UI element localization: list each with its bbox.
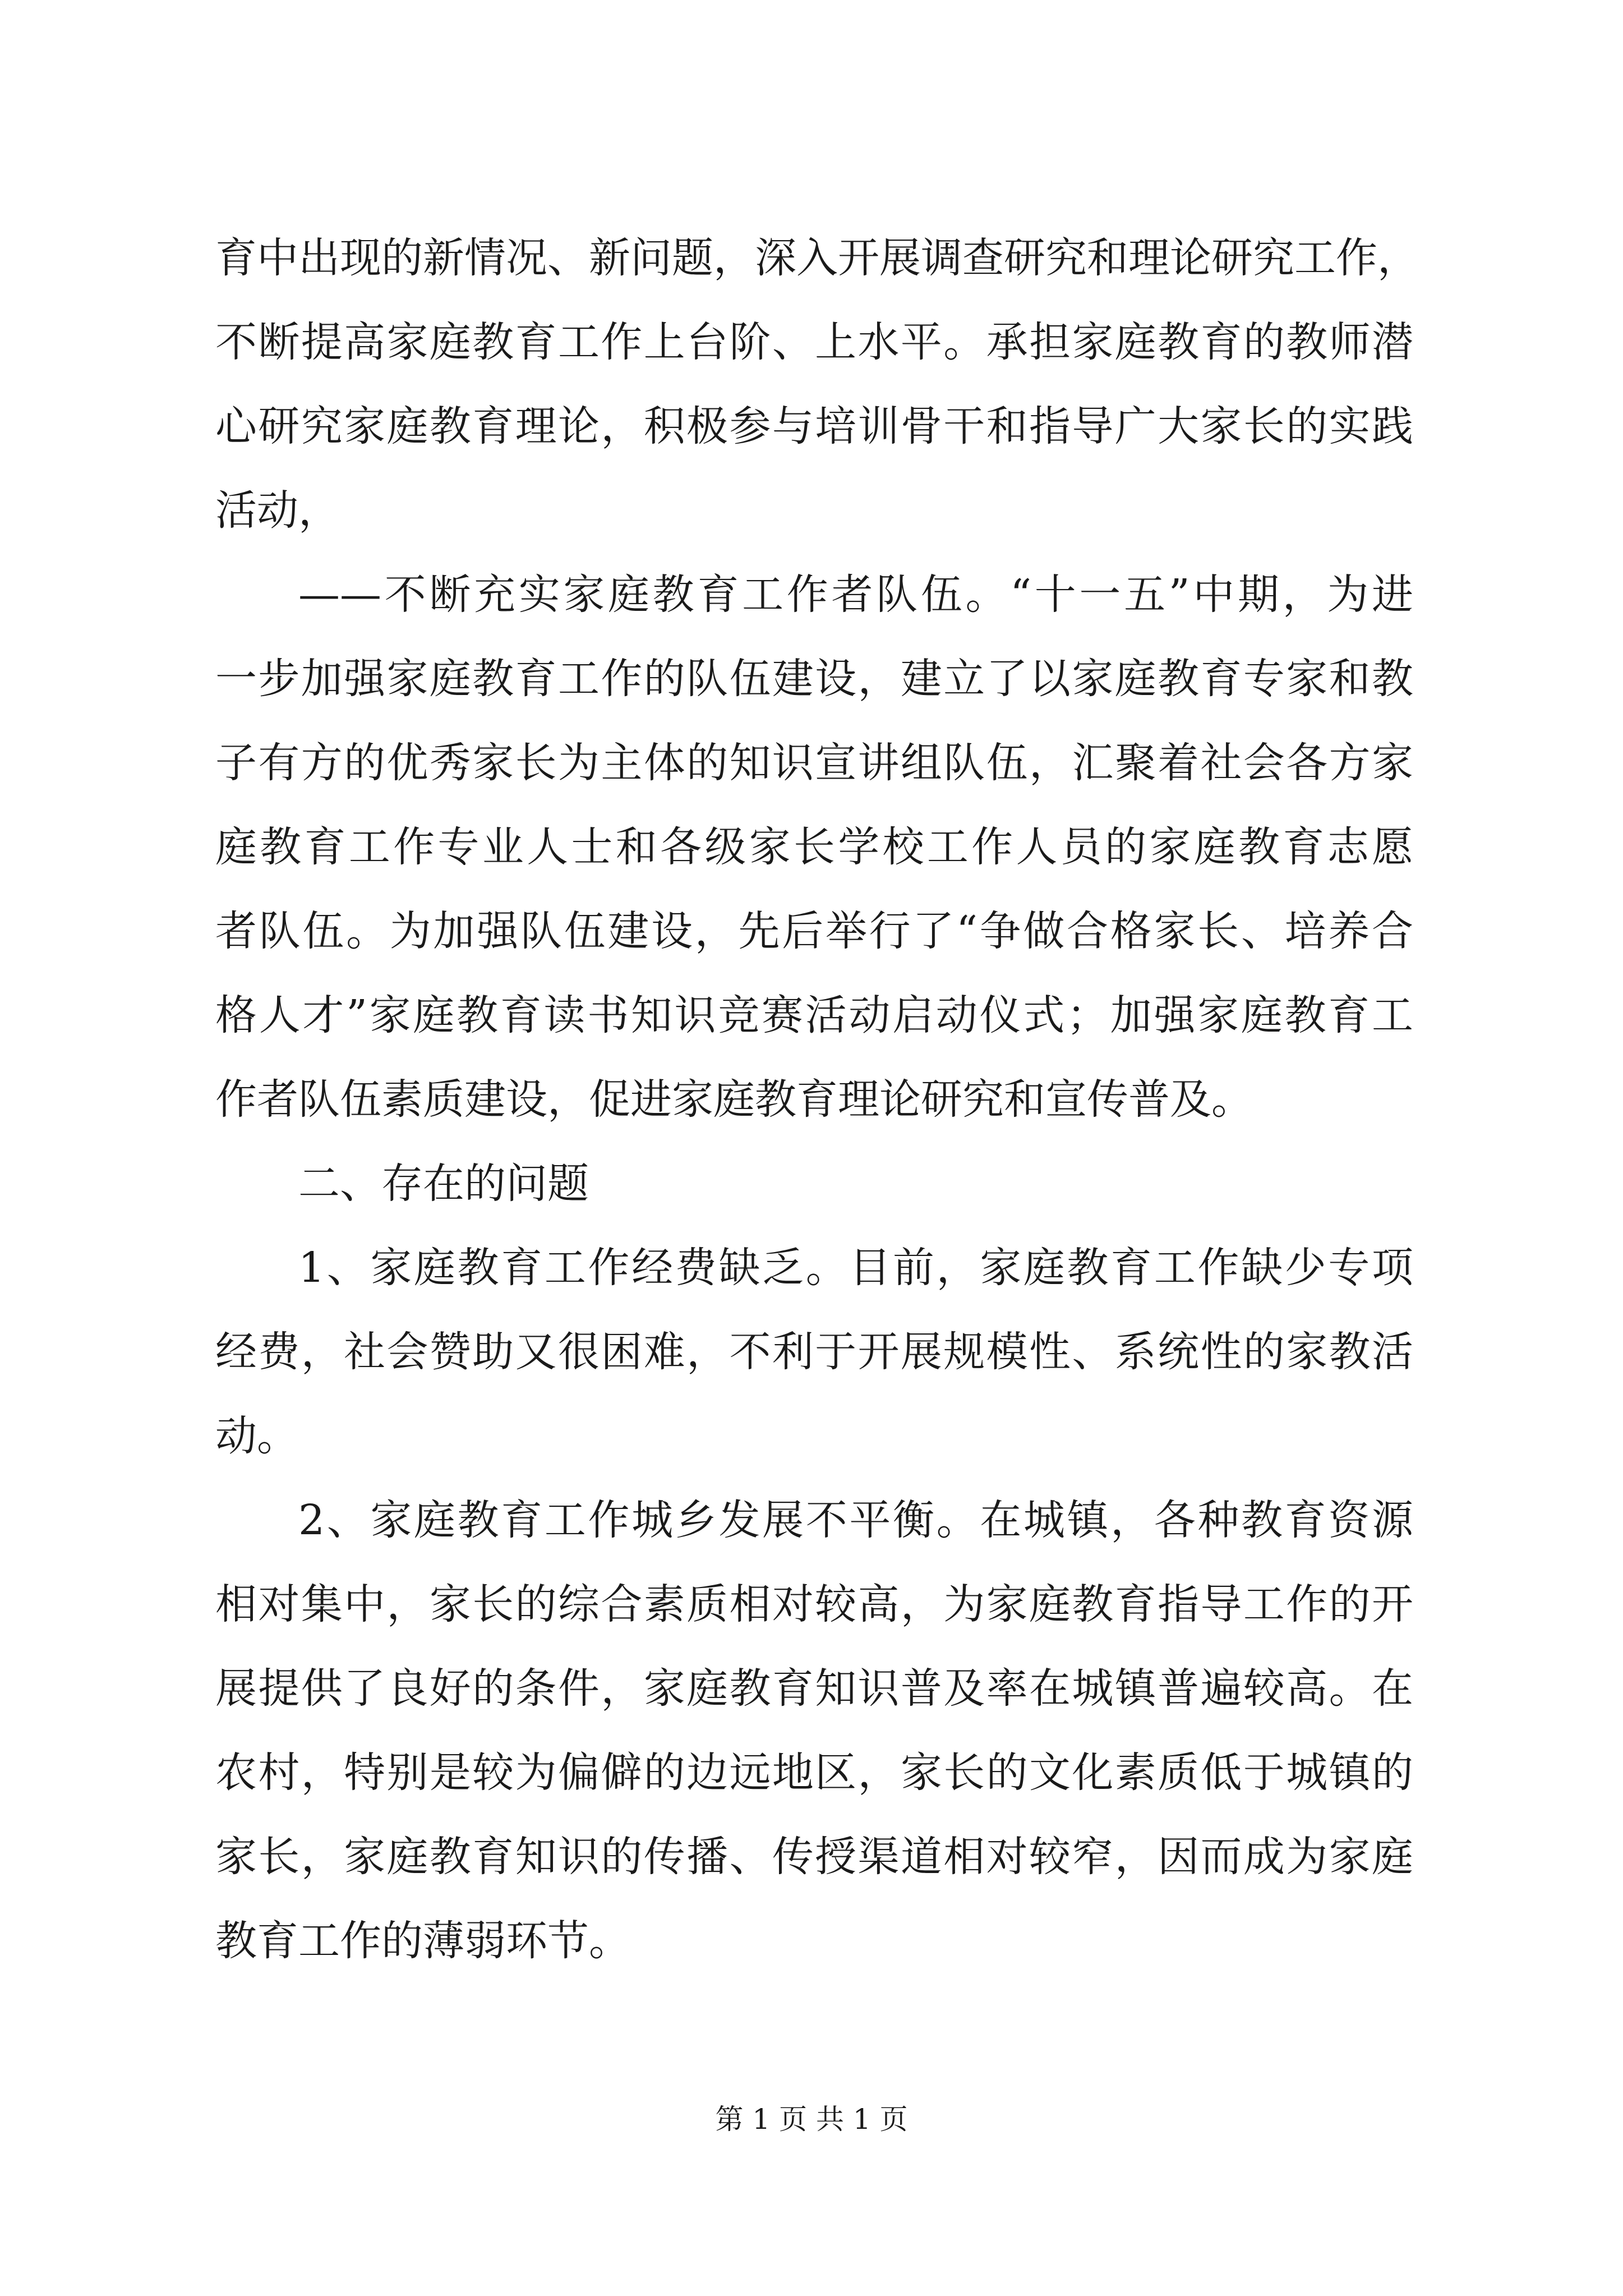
text-line: 教育工作的薄弱环节。 bbox=[215, 1917, 630, 1965]
text-line: 一步加强家庭教育工作的队伍建设，建立了以家庭教育专家和教 bbox=[215, 655, 1413, 703]
text-line: 活动， bbox=[215, 486, 340, 535]
text-line: 子有方的优秀家长为主体的知识宣讲组队伍，汇聚着社会各方家 bbox=[215, 739, 1413, 787]
page-number-footer: 第 1 页 共 1 页 bbox=[715, 2103, 908, 2136]
text-line: 者队伍。为加强队伍建设，先后举行了“争做合格家长、培养合 bbox=[215, 907, 1413, 955]
text-line: 育中出现的新情况、新问题，深入开展调查研究和理论研究工作， bbox=[215, 234, 1419, 282]
text-line: 展提供了良好的条件，家庭教育知识普及率在城镇普遍较高。在 bbox=[215, 1664, 1413, 1713]
document-body bbox=[215, 216, 1419, 1983]
section-heading: 二、存在的问题 bbox=[298, 1159, 589, 1208]
text-line: 1、家庭教育工作经费缺乏。目前，家庭教育工作缺少专项 bbox=[298, 1244, 1413, 1292]
text-line: 庭教育工作专业人士和各级家长学校工作人员的家庭教育志愿 bbox=[215, 823, 1413, 871]
text-line: 心研究家庭教育理论，积极参与培训骨干和指导广大家长的实践 bbox=[215, 402, 1413, 450]
text-line: 农村，特别是较为偏僻的边远地区，家长的文化素质低于城镇的 bbox=[215, 1749, 1413, 1797]
text-line: 作者队伍素质建设，促进家庭教育理论研究和宣传普及。 bbox=[215, 1075, 1253, 1124]
text-line: ——不断充实家庭教育工作者队伍。“十一五”中期，为进 bbox=[298, 570, 1413, 619]
text-line: 家长，家庭教育知识的传播、传授渠道相对较窄，因而成为家庭 bbox=[215, 1833, 1413, 1881]
text-line: 格人才”家庭教育读书知识竞赛活动启动仪式；加强家庭教育工 bbox=[215, 991, 1413, 1039]
text-line: 不断提高家庭教育工作上台阶、上水平。承担家庭教育的教师潜 bbox=[215, 318, 1413, 366]
text-line: 动。 bbox=[215, 1412, 298, 1460]
text-line: 相对集中，家长的综合素质相对较高，为家庭教育指导工作的开 bbox=[215, 1580, 1413, 1628]
text-line: 经费，社会赞助又很困难，不利于开展规模性、系统性的家教活 bbox=[215, 1328, 1413, 1376]
text-line: 2、家庭教育工作城乡发展不平衡。在城镇，各种教育资源 bbox=[298, 1496, 1413, 1544]
